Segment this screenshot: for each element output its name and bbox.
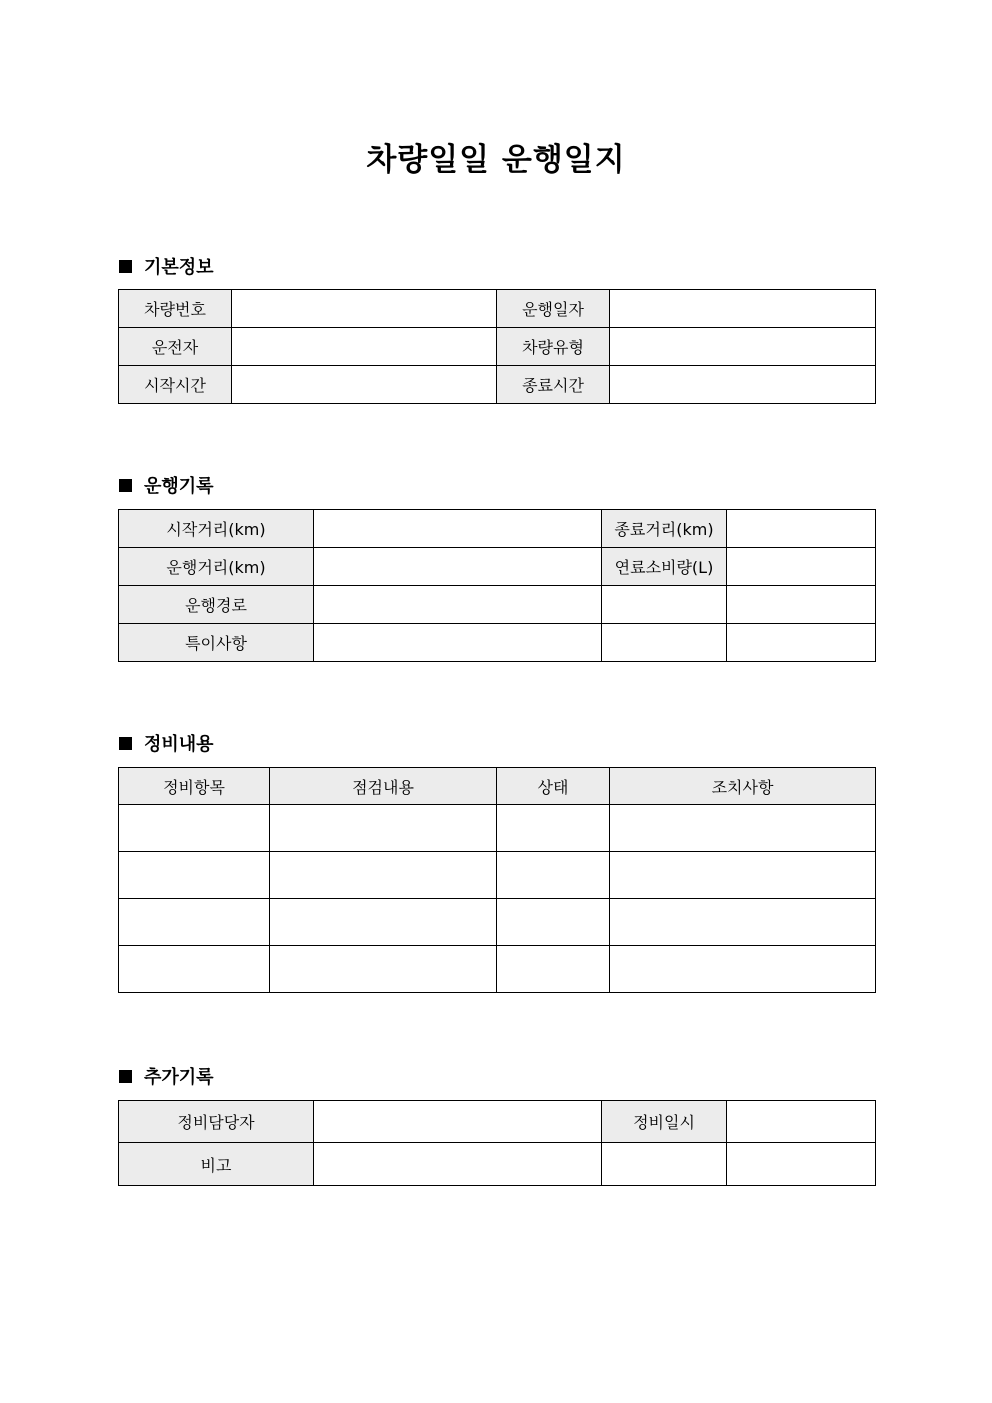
table-row [119,624,876,662]
table-cell[interactable] [610,852,876,899]
table-row [119,946,876,993]
maintenance-manager-field[interactable] [314,1101,602,1143]
section-heading-operation [119,472,214,498]
section-heading-additional [119,1063,214,1089]
fuel-consumption-field[interactable] [727,548,876,586]
field-label: 정비일시 [602,1101,727,1143]
table-cell[interactable] [497,852,610,899]
field-label: 차량유형 [497,328,610,366]
table-cell[interactable] [270,805,497,852]
table-row [119,510,876,548]
table-cell[interactable] [610,946,876,993]
empty-cell[interactable] [602,1143,727,1186]
empty-cell[interactable] [602,586,727,624]
route-field[interactable] [314,586,602,624]
table-cell[interactable] [270,946,497,993]
vehicle-number-field[interactable] [232,290,497,328]
start-distance-field[interactable] [314,510,602,548]
operation-record-table [118,509,876,662]
field-label: 종료시간 [497,366,610,404]
field-label: 운행경로 [119,586,314,624]
table-cell[interactable] [610,805,876,852]
table-cell[interactable] [119,899,270,946]
table-cell[interactable] [497,946,610,993]
table-row [119,852,876,899]
table-cell[interactable] [119,852,270,899]
section-title: 운행기록 [144,476,214,497]
basic-info-table [118,289,876,404]
field-label: 연료소비량(L) [602,548,727,586]
table-row [119,290,876,328]
field-label: 운행거리(km) [119,548,314,586]
field-label: 종료거리(km) [602,510,727,548]
empty-cell[interactable] [602,624,727,662]
end-time-field[interactable] [610,366,876,404]
section-heading-basic [119,253,214,279]
square-bullet-icon [119,737,132,750]
section-title: 추가기록 [144,1067,214,1088]
end-distance-field[interactable] [727,510,876,548]
field-label: 시작시간 [119,366,232,404]
additional-record-table [118,1100,876,1186]
empty-cell[interactable] [727,624,876,662]
table-cell[interactable] [497,805,610,852]
table-cell[interactable] [119,805,270,852]
start-time-field[interactable] [232,366,497,404]
table-row [119,805,876,852]
field-label: 비고 [119,1143,314,1186]
table-header-row [119,768,876,805]
table-row [119,1143,876,1186]
maintenance-datetime-field[interactable] [727,1101,876,1143]
field-label: 차량번호 [119,290,232,328]
table-row [119,548,876,586]
section-title: 기본정보 [144,257,214,278]
field-label: 특이사항 [119,624,314,662]
driven-distance-field[interactable] [314,548,602,586]
empty-cell[interactable] [727,586,876,624]
maintenance-table [118,767,876,993]
field-label: 운전자 [119,328,232,366]
field-label: 운행일자 [497,290,610,328]
operation-date-field[interactable] [610,290,876,328]
field-label: 시작거리(km) [119,510,314,548]
column-header: 상태 [497,768,610,805]
table-row [119,328,876,366]
table-row [119,1101,876,1143]
table-row [119,366,876,404]
document-title: 차량일일 운행일지 [366,142,626,178]
table-row [119,899,876,946]
table-cell[interactable] [270,899,497,946]
square-bullet-icon [119,260,132,273]
remarks-field[interactable] [314,624,602,662]
table-cell[interactable] [270,852,497,899]
field-label: 정비담당자 [119,1101,314,1143]
table-row [119,586,876,624]
table-cell[interactable] [119,946,270,993]
column-header: 점검내용 [270,768,497,805]
section-heading-maintenance [119,730,214,756]
column-header: 정비항목 [119,768,270,805]
table-cell[interactable] [497,899,610,946]
square-bullet-icon [119,1070,132,1083]
driver-field[interactable] [232,328,497,366]
vehicle-type-field[interactable] [610,328,876,366]
empty-cell[interactable] [727,1143,876,1186]
square-bullet-icon [119,479,132,492]
section-title: 정비내용 [144,734,214,755]
note-field[interactable] [314,1143,602,1186]
column-header: 조치사항 [610,768,876,805]
table-cell[interactable] [610,899,876,946]
